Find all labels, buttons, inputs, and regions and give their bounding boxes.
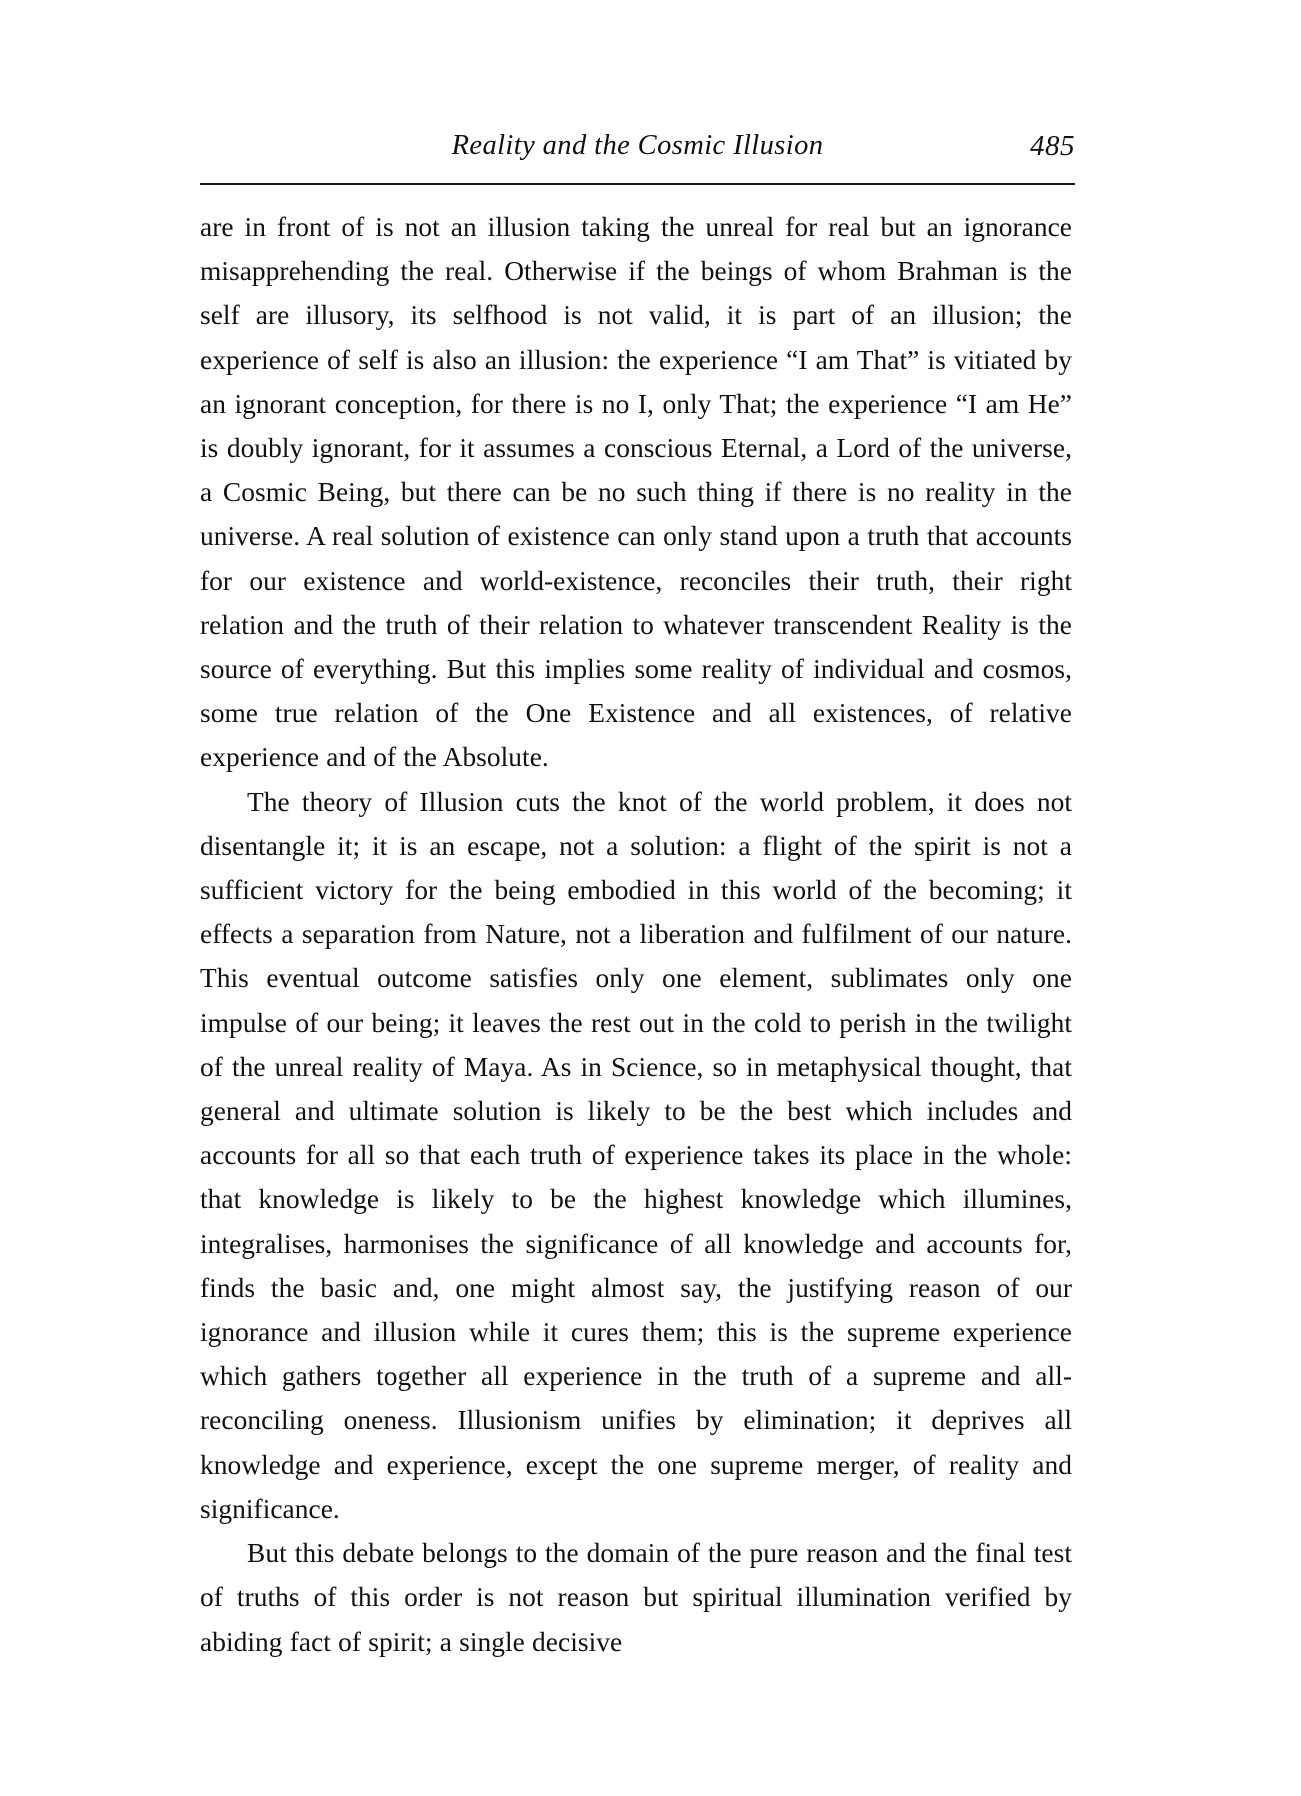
running-header (200, 130, 1075, 176)
header-rule (200, 183, 1075, 185)
paragraph: The theory of Illusion cuts the knot of the world problem, it does not disentangle it; it is an escape, not a solution: a flight of the spirit is not a sufficient victory for the being embodied in this world of the becoming; it effects a separation from Nature, not a liberation and fulfilment of our nature. This eventual outcome satisfies only one element, sublimates only one impulse of our being; it leaves the rest out in the cold to perish in the twilight of the unreal reality of Maya. As in Science, so in metaphysical thought, that general and ultimate solution is likely to be the best which includes and accounts for all so that each truth of experience takes its place in the whole: that knowledge is likely to be the highest knowledge which illumines, integralises, harmonises the significance of all knowledge and accounts for, finds the basic and, one might almost say, the justifying reason of our ignorance and illusion while it cures them; this is the supreme experience which gathers together all experience in the truth of a supreme and all-reconciling oneness. Illusionism unifies by elimination; it deprives all knowledge and experience, except the one supreme merger, of reality and significance. (200, 786, 1072, 1524)
paragraph: are in front of is not an illusion taking the unreal for real but an ignorance misapprehending the real. Otherwise if the beings of whom Brahman is the self are illusory, its selfhood is not valid, it is part of an illusion; the experience of self is also an illusion: the experience “I am That” is vitiated by an ignorant conception, for there is no I, only That; the experience “I am He” is doubly ignorant, for it assumes a conscious Eternal, a Lord of the universe, a Cosmic Being, but there can be no such thing if there is no reality in the universe. A real solution of existence can only stand upon a truth that accounts for our existence and world-existence, reconciles their truth, their right relation and the truth of their relation to whatever transcendent Reality is the source of everything. But this implies some reality of individual and cosmos, some true relation of the One Existence and all existences, of relative experience and of the Absolute. (200, 212, 1072, 773)
paragraph: But this debate belongs to the domain of the pure reason and the final test of truths of this order is not reason but spiritual illumination verified by abiding fact of spirit; a single decisive (200, 1538, 1072, 1657)
body-text-block (200, 205, 1072, 1664)
running-head-title: Reality and the Cosmic Illusion (451, 130, 824, 161)
page-number: 485 (1030, 130, 1075, 162)
